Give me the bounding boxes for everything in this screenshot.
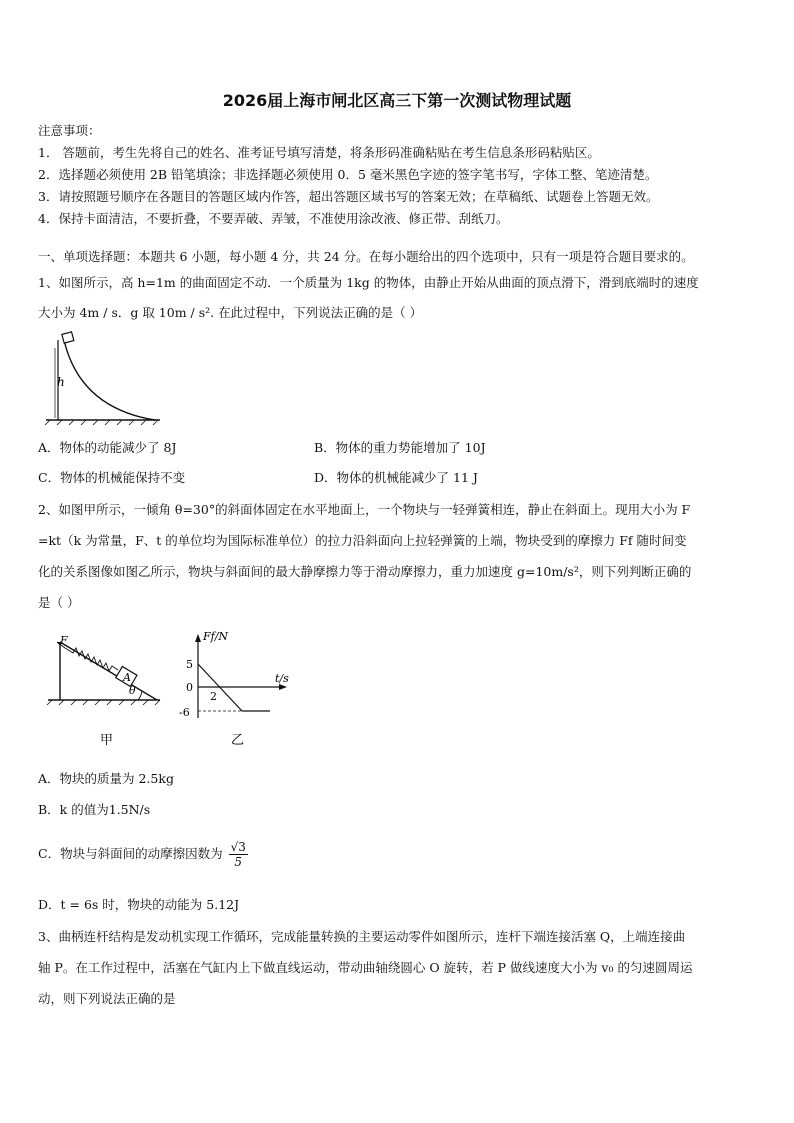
q1-stem-line1: 1、如图所示，高 h=1m 的曲面固定不动．一个质量为 1kg 的物体，由静止开始从曲面的顶点滑下，滑到底端时的速度 bbox=[38, 275, 699, 290]
q1-option-a: A．物体的动能减少了 8J bbox=[38, 440, 177, 455]
q2-figure-jia-caption: 甲 bbox=[100, 733, 114, 748]
q2-block-label: A bbox=[123, 671, 131, 684]
q2-friction-time-graph bbox=[175, 628, 305, 748]
q2-option-c bbox=[38, 840, 248, 869]
q2-graph-tick-neg6: -6 bbox=[179, 706, 190, 719]
q2-option-a: A．物块的质量为 2.5kg bbox=[38, 771, 174, 786]
q3-stem-line1: 3、曲柄连杆结构是发动机实现工作循环，完成能量转换的主要运动零件如图所示，连杆下端连接活塞 Q，上端连接曲 bbox=[38, 929, 686, 944]
q2-option-c-numerator: √3 bbox=[230, 840, 246, 854]
q1-option-c: C．物体的机械能保持不变 bbox=[38, 470, 186, 485]
notice-item-4: 4．保持卡面清洁，不要折叠，不要弄破、弄皱，不准使用涂改液、修正带、刮纸刀。 bbox=[38, 211, 509, 226]
q3-stem-line3: 动，则下列说法正确的是 bbox=[38, 991, 176, 1006]
q2-option-c-text: C．物块与斜面间的动摩擦因数为 bbox=[38, 846, 223, 861]
q1-height-label: h bbox=[57, 375, 65, 389]
q2-graph-ylabel: Ff/N bbox=[203, 630, 229, 643]
q3-stem-line2: 轴 P。在工作过程中，活塞在气缸内上下做直线运动，带动曲轴绕圆心 O 旋转，若 P 做线速度大小为 v₀ 的匀速圆周运 bbox=[38, 960, 693, 975]
q2-graph-tick-2: 2 bbox=[210, 690, 217, 703]
q2-stem-line3: 化的关系图像如图乙所示，物块与斜面间的最大静摩擦力等于滑动摩擦力，重力加速度 g=10m/s²，则下列判断正确的 bbox=[38, 564, 692, 579]
q2-graph-tick-5: 5 bbox=[186, 658, 193, 671]
notice-heading: 注意事项： bbox=[38, 123, 101, 138]
q2-stem-line4: 是（ ） bbox=[38, 595, 80, 610]
section-heading: 一、单项选择题：本题共 6 小题，每小题 4 分，共 24 分。在每小题给出的四个选项中，只有一项是符合题目要求的。 bbox=[38, 249, 694, 264]
q2-option-c-denominator: 5 bbox=[234, 855, 243, 869]
q2-option-b: B．k 的值为1.5N/s bbox=[38, 802, 151, 817]
q2-option-c-fraction bbox=[229, 840, 248, 869]
q2-figure-yi-caption: 乙 bbox=[231, 733, 245, 748]
q1-option-b: B．物体的重力势能增加了 10J bbox=[314, 440, 486, 455]
q2-angle-label: θ bbox=[129, 684, 136, 697]
q2-option-d: D．t = 6s 时，物块的动能为 5.12J bbox=[38, 897, 240, 912]
notice-item-3: 3．请按照题号顺序在各题目的答题区域内作答，超出答题区域书写的答案无效；在草稿纸、试题卷上答题无效。 bbox=[38, 189, 659, 204]
q2-force-label: F bbox=[60, 634, 68, 647]
q1-option-d: D．物体的机械能减少了 11 J bbox=[314, 470, 478, 485]
notice-item-1: 1． 答题前，考生先将自己的姓名、准考证号填写清楚，将条形码准确粘贴在考生信息条形码粘贴区。 bbox=[38, 145, 600, 160]
page-title: 2026届上海市闸北区高三下第一次测试物理试题 bbox=[222, 91, 572, 110]
notice-item-2: 2．选择题必须使用 2B 铅笔填涂；非选择题必须使用 0．5 毫米黑色字迹的签字笔书写，字体工整、笔迹清楚。 bbox=[38, 167, 658, 182]
q2-graph-xlabel: t/s bbox=[275, 672, 289, 685]
q1-curve-figure bbox=[40, 330, 165, 425]
q2-graph-tick-0: 0 bbox=[186, 681, 193, 694]
q2-stem-line2: =kt（k 为常量，F、t 的单位均为国际标准单位）的拉力沿斜面向上拉轻弹簧的上端，物块受到的摩擦力 Ff 随时间变 bbox=[38, 533, 687, 548]
q1-stem-line2: 大小为 4m / s．g 取 10m / s². 在此过程中，下列说法正确的是（ ） bbox=[38, 305, 423, 320]
q2-incline-figure bbox=[40, 628, 170, 748]
q2-stem-line1: 2、如图甲所示，一倾角 θ=30°的斜面体固定在水平地面上，一个物块与一轻弹簧相连，静止在斜面上。现用大小为 F bbox=[38, 502, 691, 517]
